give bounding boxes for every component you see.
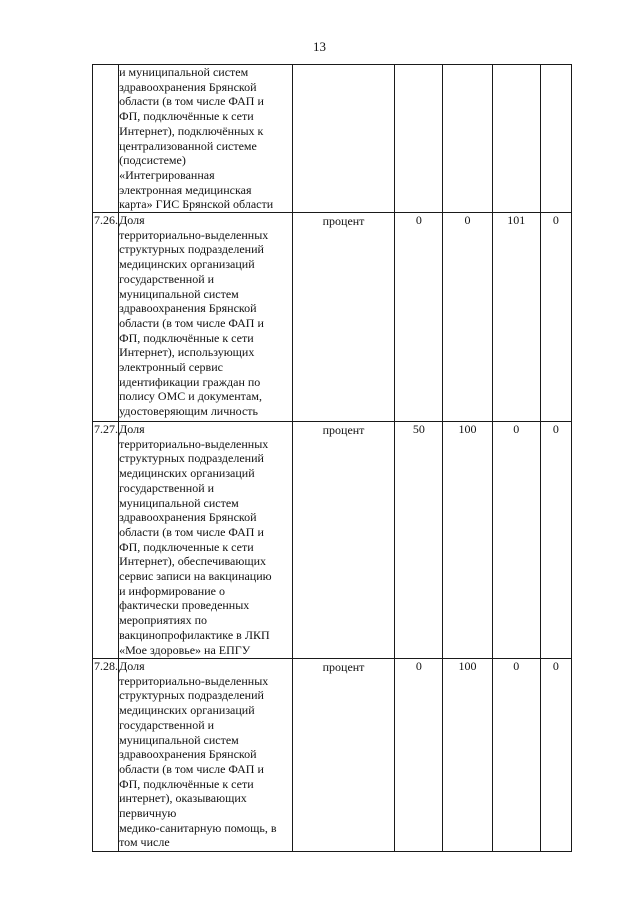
value-cell-3: 101: [492, 213, 540, 422]
row-description: Доля территориально-выделенных структурных подразделений медицинских организаций государственной и муниципальной систем здравоохранения Брянской области (в том числе ФАП и ФП, подключённые к сети интернет), оказывающих первичную медико-санитарную помощь, в том числе: [119, 659, 277, 850]
row-unit-cell: [292, 65, 394, 213]
row-description-cell: [119, 65, 293, 213]
row-number: 7.26.: [94, 213, 118, 228]
row-unit-cell: [292, 422, 394, 659]
value-cell-1: 0: [395, 659, 443, 852]
table-row-7-26: [93, 213, 572, 422]
indicators-table: [92, 64, 572, 852]
value-cell-2: 100: [443, 659, 492, 852]
row-unit: процент: [322, 660, 365, 675]
table-row-7-27: [93, 422, 572, 659]
row-unit: [293, 65, 394, 66]
row-number: 7.27.: [94, 422, 118, 437]
row-number-cell: [93, 65, 119, 213]
value-cell-3: [492, 65, 540, 213]
value-cell-4: [540, 65, 571, 213]
row-number-cell: [93, 422, 119, 659]
row-description: Доля территориально-выделенных структурных подразделений медицинских организаций государственной и муниципальной систем здравоохранения Брянской области (в том числе ФАП и ФП, подключенные к сети Интернет), обеспечивающих сервис записи на вакцинацию и информирование о фактически проведенных мероприятиях по вакцинопрофилактике в ЛКП «Мое здоровье» на ЕПГУ: [119, 422, 272, 657]
row-description-cell: [119, 213, 293, 422]
row-unit-cell: [292, 213, 394, 422]
row-description: и муниципальной систем здравоохранения Брянской области (в том числе ФАП и ФП, подключённые к сети Интернет), подключённых к централизованной системе (подсистеме) «Интегрированная электронная медицинская карта» ГИС Брянской области: [119, 65, 274, 212]
value-cell-3: 0: [492, 659, 540, 852]
value-cell-1: 50: [395, 422, 443, 659]
row-number: 7.28.: [94, 659, 118, 674]
page-number: 13: [313, 39, 326, 54]
row-description-cell: [119, 659, 293, 852]
value-cell-3: 0: [492, 422, 540, 659]
value-cell-2: 0: [443, 213, 492, 422]
row-number-cell: [93, 213, 119, 422]
value-cell-2: [443, 65, 492, 213]
table-row-7-28: [93, 659, 572, 852]
value-cell-1: 0: [395, 213, 443, 422]
row-description: Доля территориально-выделенных структурных подразделений медицинских организаций государственной и муниципальной систем здравоохранения Брянской области (в том числе ФАП и ФП, подключённые к сети Интернет), использующих электронный сервис идентификации граждан по полису ОМС и документам, удостоверяющим личность: [119, 213, 269, 419]
value-cell-2: 100: [443, 422, 492, 659]
table-row-continuation: [93, 65, 572, 213]
row-unit: процент: [322, 423, 365, 438]
row-number-cell: [93, 659, 119, 852]
row-description-cell: [119, 422, 293, 659]
row-unit: процент: [322, 214, 365, 229]
value-cell-4: 0: [540, 213, 571, 422]
value-cell-4: 0: [540, 659, 571, 852]
value-cell-4: 0: [540, 422, 571, 659]
value-cell-1: [395, 65, 443, 213]
row-unit-cell: [292, 659, 394, 852]
